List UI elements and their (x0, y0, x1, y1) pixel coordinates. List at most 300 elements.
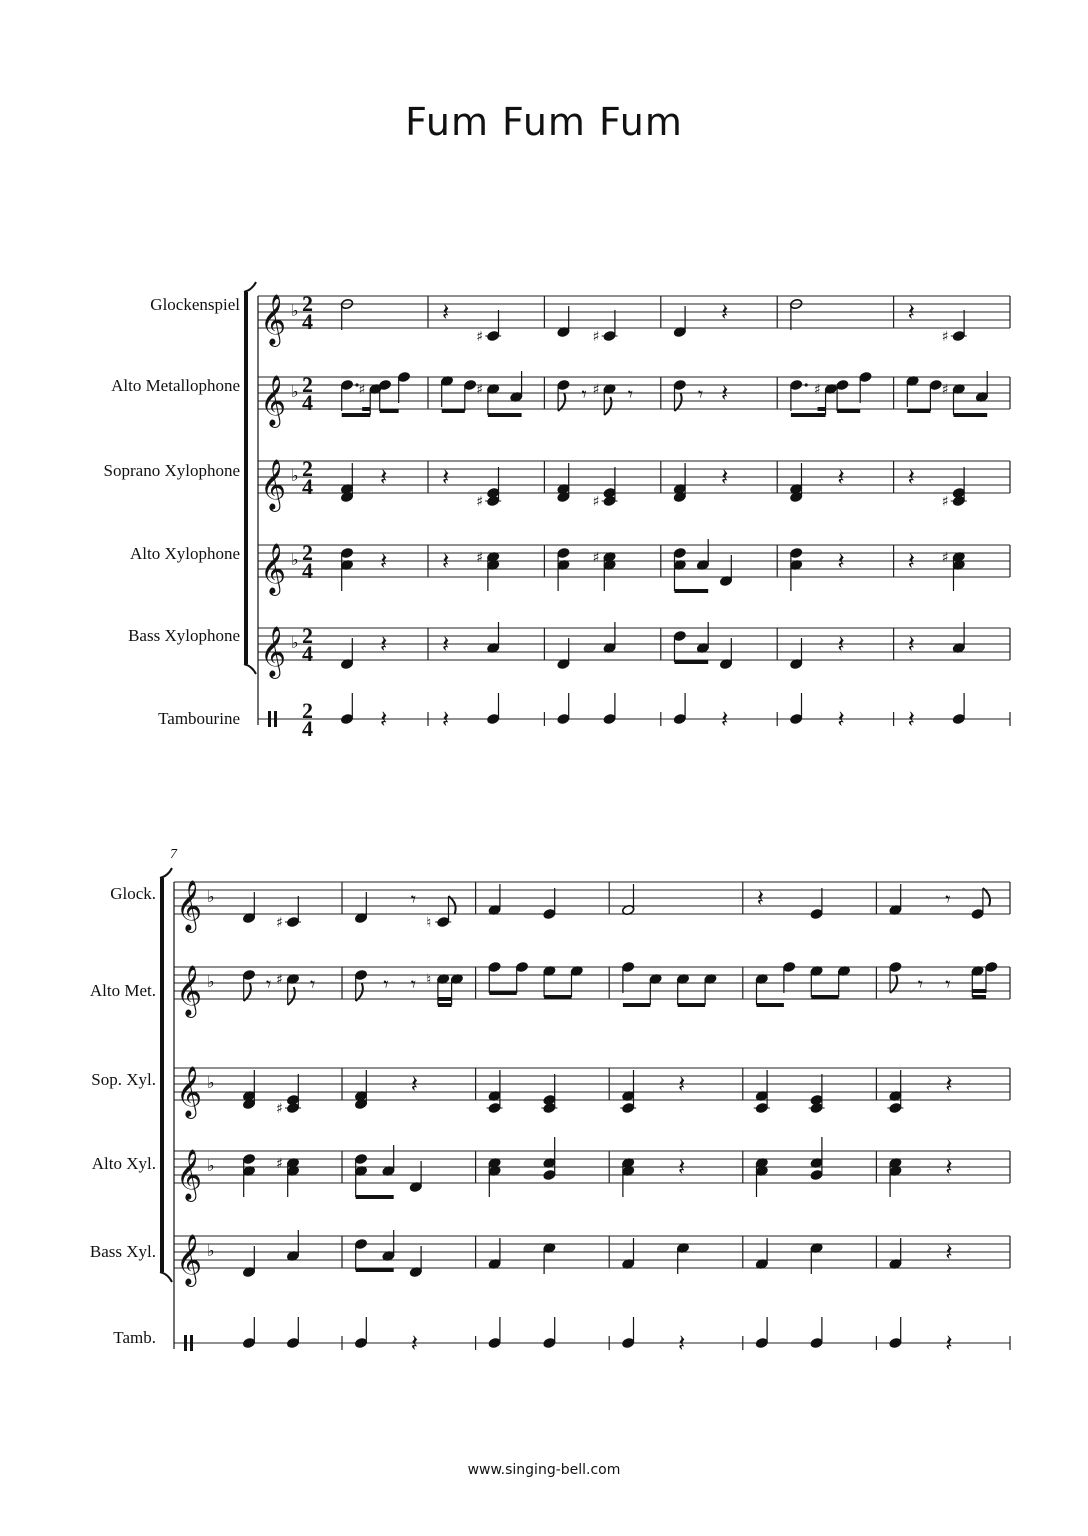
quarter-rest: 𝄽 (907, 547, 915, 575)
notehead (557, 547, 570, 558)
staff (258, 540, 1010, 596)
notehead (673, 713, 686, 724)
note (971, 888, 990, 920)
sharp-accidental: ♯ (276, 915, 283, 931)
percussion-staff (174, 1335, 1010, 1351)
sharp-accidental: ♯ (476, 329, 483, 345)
eighth-rest: 𝄾 (945, 972, 951, 996)
natural-accidental: ♮ (426, 915, 432, 931)
quarter-rest: 𝄽 (442, 547, 450, 575)
percussion-note (721, 705, 728, 733)
note (541, 1074, 557, 1114)
note (837, 463, 844, 491)
note (908, 463, 915, 491)
notehead (543, 1169, 556, 1180)
note (942, 467, 967, 510)
note (450, 973, 463, 1005)
note (383, 972, 388, 996)
note (488, 884, 501, 916)
note (790, 638, 803, 670)
key-signature-flat: ♭ (291, 633, 299, 652)
note (340, 638, 353, 670)
notehead (755, 1337, 768, 1348)
sharp-accidental: ♯ (941, 382, 949, 398)
quarter-rest: 𝄽 (678, 1070, 686, 1098)
note (810, 888, 823, 920)
note (628, 382, 633, 406)
note (557, 379, 570, 411)
note (721, 463, 728, 491)
quarter-rest: 𝄽 (442, 630, 450, 658)
system-1 (104, 282, 1010, 741)
note (488, 1238, 501, 1270)
note (678, 1153, 685, 1181)
notehead (487, 713, 500, 724)
percussion-note (543, 1317, 556, 1349)
note-flag (244, 983, 251, 1001)
percussion-note (755, 1317, 768, 1349)
note (593, 550, 617, 591)
note (442, 547, 449, 575)
note (836, 379, 860, 411)
note (382, 1230, 395, 1262)
quarter-rest: 𝄽 (837, 547, 845, 575)
note (570, 965, 583, 997)
sharp-accidental: ♯ (941, 494, 949, 510)
note (790, 298, 803, 330)
note (380, 547, 387, 575)
treble-clef: 𝄞 (176, 1066, 203, 1117)
note (593, 467, 618, 510)
treble-clef: 𝄞 (176, 880, 203, 931)
sharp-accidental: ♯ (813, 382, 821, 398)
note (603, 622, 616, 654)
note (622, 884, 635, 916)
percussion-note (354, 1317, 367, 1349)
sharp-accidental: ♯ (276, 1156, 283, 1172)
time-signature-bottom: 4 (302, 309, 313, 334)
instrument-label: Alto Xyl. (91, 1154, 156, 1173)
note (543, 1242, 556, 1274)
percussion-note (622, 1317, 635, 1349)
time-signature-top: 2 (302, 698, 313, 723)
notehead (810, 1337, 823, 1348)
note (673, 379, 686, 411)
time-signature-top: 2 (302, 456, 313, 481)
sharp-accidental: ♯ (941, 550, 949, 566)
note (704, 973, 717, 1005)
key-signature-flat: ♭ (291, 466, 299, 485)
note (622, 1238, 635, 1270)
note (380, 463, 387, 491)
quarter-rest: 𝄽 (945, 1329, 953, 1357)
sharp-accidental: ♯ (941, 329, 949, 345)
system-bracket (244, 292, 248, 664)
key-signature-flat: ♭ (207, 1156, 215, 1175)
note (649, 973, 662, 1005)
staff (174, 1149, 1010, 1202)
quarter-rest: 𝄽 (380, 547, 388, 575)
note (985, 961, 998, 993)
quarter-rest: 𝄽 (837, 705, 845, 733)
note (409, 1246, 422, 1278)
note (276, 972, 300, 1005)
note (837, 547, 844, 575)
note (696, 622, 709, 654)
note-flag (356, 983, 363, 1001)
notehead (354, 969, 367, 980)
note-flag (890, 975, 897, 993)
note (810, 1242, 823, 1274)
note (266, 972, 271, 996)
percussion-note (952, 693, 965, 725)
notehead (952, 713, 965, 724)
note (696, 539, 709, 571)
sharp-accidental: ♯ (592, 494, 600, 510)
eighth-rest: 𝄾 (917, 972, 924, 996)
note (837, 965, 850, 997)
sharp-accidental: ♯ (358, 382, 366, 398)
note (593, 382, 617, 415)
note (975, 371, 988, 403)
percussion-clef (274, 711, 277, 727)
quarter-rest: 𝄽 (945, 1070, 953, 1098)
sharp-accidental: ♯ (592, 550, 600, 566)
note (945, 1153, 952, 1181)
notehead (889, 1337, 902, 1348)
notehead (488, 1337, 501, 1348)
percussion-note (837, 705, 844, 733)
note (676, 1242, 689, 1274)
staff (174, 1066, 1010, 1119)
note (426, 972, 451, 1005)
notehead (543, 908, 556, 919)
note (908, 298, 915, 326)
notehead (603, 487, 616, 498)
percussion-note (603, 693, 616, 725)
instrument-label: Alto Metallophone (111, 376, 240, 395)
time-signature-bottom: 4 (302, 641, 313, 666)
note (442, 298, 449, 326)
notehead (487, 487, 500, 498)
note-flag (288, 987, 295, 1005)
note (918, 972, 923, 996)
sharp-accidental: ♯ (476, 550, 483, 566)
sharp-accidental: ♯ (476, 494, 483, 510)
quarter-rest: 𝄽 (380, 630, 388, 658)
bracket-hook (244, 664, 256, 674)
instrument-label: Soprano Xylophone (103, 461, 240, 480)
instrument-label: Glockenspiel (150, 295, 240, 314)
notehead (515, 961, 528, 972)
eighth-rest: 𝄾 (581, 382, 587, 406)
note (242, 892, 255, 924)
key-signature-flat: ♭ (291, 550, 299, 569)
quarter-rest: 𝄽 (837, 630, 845, 658)
notehead (340, 379, 353, 390)
note (908, 547, 915, 575)
note-flag (983, 888, 990, 906)
notehead (286, 1337, 299, 1348)
note (380, 630, 387, 658)
measure-number: 7 (170, 847, 177, 862)
treble-clef: 𝄞 (176, 1234, 203, 1285)
notehead (488, 961, 501, 972)
note (382, 1145, 395, 1177)
quarter-rest: 𝄽 (721, 463, 729, 491)
staff (258, 456, 1010, 512)
note (487, 622, 500, 654)
staff (174, 1234, 1010, 1287)
note (908, 630, 915, 658)
bracket-hook (160, 868, 172, 878)
note (411, 887, 416, 911)
notehead (354, 1238, 367, 1249)
notehead (340, 713, 353, 724)
note (359, 382, 383, 415)
note (557, 306, 570, 338)
instrument-label: Alto Xylophone (129, 544, 240, 563)
percussion-note (442, 705, 449, 733)
note (678, 1070, 685, 1098)
notehead (673, 630, 686, 641)
percussion-note (790, 693, 803, 725)
time-signature-bottom: 4 (302, 716, 313, 741)
time-signature-bottom: 4 (302, 390, 313, 415)
quarter-rest: 𝄽 (837, 463, 845, 491)
time-signature-top: 2 (302, 540, 313, 565)
percussion-note (673, 693, 686, 725)
notehead (242, 1153, 255, 1164)
percussion-note (908, 705, 915, 733)
instrument-label: Bass Xyl. (89, 1242, 156, 1261)
notehead (889, 961, 902, 972)
note-flag (675, 393, 682, 411)
notehead (783, 961, 796, 972)
sharp-accidental: ♯ (592, 382, 600, 398)
time-signature-top: 2 (302, 623, 313, 648)
notehead (622, 1337, 635, 1348)
quarter-rest: 𝄽 (442, 298, 450, 326)
notehead (557, 379, 570, 390)
notehead (859, 371, 872, 382)
note (510, 371, 523, 403)
sharp-accidental: ♯ (476, 382, 483, 398)
note (889, 961, 902, 993)
notehead (354, 1153, 367, 1164)
note (378, 379, 398, 411)
percussion-clef (268, 711, 271, 727)
note (411, 972, 416, 996)
note (859, 371, 872, 403)
note-flag (449, 896, 456, 914)
note (488, 1157, 501, 1197)
instrument-label: Tambourine (158, 709, 240, 728)
sharp-accidental: ♯ (276, 972, 283, 988)
notehead (836, 379, 849, 390)
notehead (557, 713, 570, 724)
note (515, 961, 528, 993)
instrument-label: Sop. Xyl. (91, 1070, 156, 1089)
staff (174, 880, 1010, 933)
note (721, 379, 728, 407)
note (952, 622, 965, 654)
note (543, 965, 572, 997)
note (783, 961, 796, 993)
note (721, 298, 728, 326)
percussion-note (340, 693, 353, 725)
note (340, 298, 353, 330)
percussion-note (945, 1329, 952, 1357)
note-flag (558, 393, 565, 411)
quarter-rest: 𝄽 (380, 463, 388, 491)
eighth-rest: 𝄾 (410, 887, 417, 911)
instrument-label: Alto Met. (89, 981, 156, 1000)
notehead (673, 547, 686, 558)
note (354, 969, 367, 1001)
treble-clef: 𝄞 (260, 294, 287, 345)
page-title: Fum Fum Fum (405, 100, 683, 144)
note (889, 1157, 902, 1197)
instrument-label: Glock. (110, 884, 156, 903)
note (442, 463, 449, 491)
quarter-rest: 𝄽 (410, 1070, 419, 1098)
note (276, 1074, 301, 1117)
system-2 (90, 847, 1010, 1357)
treble-clef: 𝄞 (260, 626, 287, 677)
note-flag (604, 397, 611, 415)
note (757, 884, 764, 912)
quarter-rest: 𝄽 (442, 705, 450, 733)
percussion-staff (258, 698, 1010, 741)
instrument-label: Bass Xylophone (128, 626, 240, 645)
eighth-rest: 𝄾 (383, 972, 389, 996)
percussion-clef (190, 1335, 193, 1351)
bracket-hook (160, 1272, 172, 1282)
quarter-rest: 𝄽 (721, 298, 729, 326)
key-signature-flat: ♭ (207, 887, 215, 906)
note (945, 1070, 952, 1098)
notehead (790, 713, 803, 724)
note (476, 467, 501, 510)
note (411, 1070, 418, 1098)
eighth-rest: 𝄾 (627, 382, 634, 406)
quarter-rest: 𝄽 (442, 463, 450, 491)
note (543, 888, 556, 920)
notehead (952, 487, 965, 498)
time-signature-bottom: 4 (302, 558, 313, 583)
notehead (810, 1094, 823, 1105)
notehead (286, 1094, 299, 1105)
treble-clef: 𝄞 (260, 459, 287, 510)
key-signature-flat: ♭ (291, 301, 299, 320)
note (354, 892, 367, 924)
note (755, 1157, 768, 1197)
percussion-note (487, 693, 500, 725)
note (698, 382, 703, 406)
bracket-hook (244, 282, 256, 292)
note (622, 1157, 635, 1197)
staff (258, 623, 1010, 679)
quarter-rest: 𝄽 (721, 705, 729, 733)
footer-url: www.singing-bell.com (467, 1462, 621, 1478)
quarter-rest: 𝄽 (907, 705, 915, 733)
note (242, 969, 255, 1001)
note (945, 1238, 952, 1266)
notehead (242, 969, 255, 980)
instrument-label: Tamb. (113, 1328, 156, 1347)
percussion-note (557, 693, 570, 725)
note (929, 379, 942, 411)
quarter-rest: 𝄽 (907, 463, 915, 491)
dot (805, 383, 808, 386)
percussion-note (242, 1317, 255, 1349)
note (310, 972, 315, 996)
percussion-note (411, 1329, 418, 1357)
note (755, 973, 784, 1005)
note (582, 382, 587, 406)
note (676, 973, 705, 1005)
system-bracket (160, 878, 164, 1272)
note (719, 638, 732, 670)
quarter-rest: 𝄽 (678, 1153, 686, 1181)
note (463, 379, 476, 411)
note (488, 961, 517, 993)
quarter-rest: 𝄽 (410, 1329, 419, 1357)
note (810, 965, 839, 997)
notehead (463, 379, 476, 390)
treble-clef: 𝄞 (260, 375, 287, 426)
key-signature-flat: ♭ (207, 1241, 215, 1260)
notehead (929, 379, 942, 390)
quarter-rest: 𝄽 (945, 1153, 953, 1181)
note (942, 550, 966, 591)
quarter-rest: 𝄽 (756, 884, 765, 912)
notehead (790, 379, 803, 390)
quarter-rest: 𝄽 (945, 1238, 953, 1266)
staff (258, 291, 1010, 347)
quarter-rest: 𝄽 (721, 379, 729, 407)
eighth-rest: 𝄾 (266, 972, 272, 996)
notehead (603, 713, 616, 724)
notehead (971, 908, 984, 919)
time-signature-top: 2 (302, 372, 313, 397)
quarter-rest: 𝄽 (907, 298, 915, 326)
note (945, 887, 950, 911)
notehead (790, 547, 803, 558)
notehead (985, 961, 998, 972)
note (889, 1238, 902, 1270)
notehead (622, 961, 635, 972)
note (673, 306, 686, 338)
sharp-accidental: ♯ (276, 1101, 283, 1117)
notehead (810, 908, 823, 919)
percussion-note (286, 1317, 299, 1349)
notehead (810, 1169, 823, 1180)
notehead (397, 371, 410, 382)
staff (174, 965, 1010, 1018)
eighth-rest: 𝄾 (310, 972, 316, 996)
note (809, 1074, 825, 1114)
treble-clef: 𝄞 (260, 543, 287, 594)
key-signature-flat: ♭ (207, 1073, 215, 1092)
time-signature-top: 2 (302, 291, 313, 316)
percussion-note (380, 705, 387, 733)
note (286, 1230, 299, 1262)
notehead (354, 1337, 367, 1348)
natural-accidental: ♮ (426, 972, 432, 988)
note (945, 972, 950, 996)
